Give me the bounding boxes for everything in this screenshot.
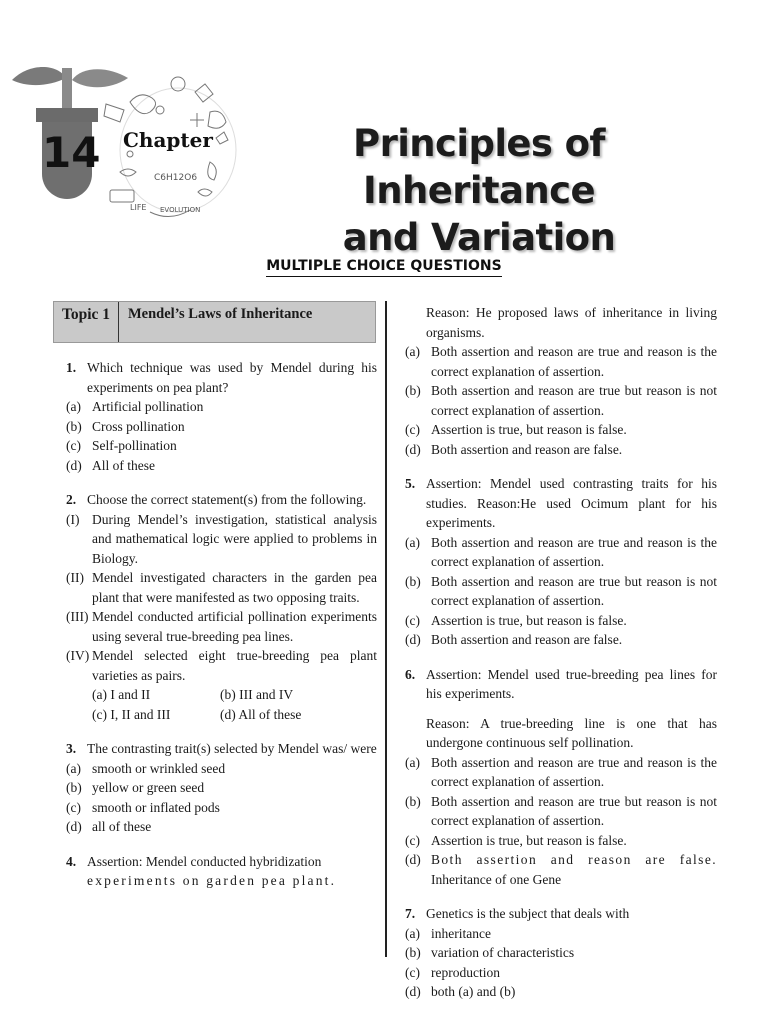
question-text: Choose the correct statement(s) from the following. [87,492,367,507]
svg-text:LIFE: LIFE [130,203,147,212]
option: (b) Both assertion and reason are true but reason is not correct explanation of assertion. [405,793,717,828]
question-5: 5. Assertion: Mendel used contrasting traits for his studies. Reason:He used Ocimum plant for his experiments. (a) Both assertion and reason are true and reason is the correct explanation of assertion. (b) Both assertion and reason are true but reason is not correct explanation of assertion. (c) Assertion is true, but reason is false. (d) Both assertion and reason are false. [405,474,717,650]
topic-label: Topic 1 [61,306,111,323]
option: (b) variation of characteristics [405,945,575,960]
question-text: Which technique was used by Mendel during his experiments on pea plant? [87,360,377,395]
option: (c) Self-pollination [66,438,177,453]
option: (c) smooth or inflated pods [66,799,220,815]
option: (a) smooth or wrinkled seed [66,760,226,776]
question-6: 6. Assertion: Mendel used true-breeding pea lines for his experiments. Reason: A true-breeding line is one that has undergone continuous self pollination. (a) Both assertion and reason are true and reason is the correct explanation of assertion. (b) Both assertion and reason are true but reason is not correct explanation of assertion. (c) Assertion is true, but reason is false. (d) Both assertion and reason are false. Inheritance of one Gene [405,665,717,890]
option: (c) Assertion is true, but reason is false. [405,832,627,848]
leaf-left-icon [12,67,66,85]
option: (a) Both assertion and reason are true and reason is the correct explanation of assertion. [405,754,717,789]
topic-title: Mendel’s Laws of Inheritance [128,306,313,322]
option: (a) inheritance [405,925,491,941]
column-divider [385,301,387,957]
option: (d) both (a) and (b) [405,984,516,999]
question-text: Assertion: Mendel used contrasting traits for his studies. Reason:He used Ocimum plant for his experiments. [426,476,717,530]
option: (c) reproduction [405,964,500,980]
svg-text:C6H12O6: C6H12O6 [154,173,198,183]
option: (d) Both assertion and reason are false. [405,441,623,457]
option: (c) Assertion is true, but reason is false. [405,612,627,628]
statement: (IV) Mendel selected eight true-breeding pea plant varieties as pairs. [66,648,377,683]
option: (d) Both assertion and reason are false. [405,632,623,647]
question-text: Assertion: Mendel conducted hybridization [87,853,322,869]
option: (b) Both assertion and reason are true but reason is not correct explanation of assertion. [405,573,717,608]
topic-separator [118,302,119,342]
option: (d) All of these [66,457,155,473]
leaf-right-icon [72,69,128,87]
svg-text:EVOLUTION: EVOLUTION [160,206,201,214]
chapter-title-line2: and Variation [342,216,616,259]
chapter-title [244,120,714,261]
section-heading: MULTIPLE CHOICE QUESTIONS [0,258,768,274]
question-7: 7. Genetics is the subject that deals with (a) inheritance (b) variation of characteristics (c) reproduction (d) both (a) and (b) [405,904,717,1002]
left-column [66,358,377,891]
option: (c) Assertion is true, but reason is false. [405,422,627,437]
chapter-title-line1: Principles of Inheritance [353,122,605,212]
question-3: 3. The contrasting trait(s) selected by Mendel was/ were (a) smooth or wrinkled seed (b) yellow or green seed (c) smooth or inflated pods (d) all of these [66,739,377,837]
chapter-number: 14 [42,128,101,177]
option: (a) Both assertion and reason are true and reason is the correct explanation of assertion. [405,344,717,379]
question-4-continued [405,303,717,459]
question-1: 1. Which technique was used by Mendel during his experiments on pea plant? (a) Artificial pollination (b) Cross pollination (c) Self-pollination (d) All of these [66,358,377,475]
option: (a) Both assertion and reason are true and reason is the correct explanation of assertion. [405,534,717,569]
statement: (I) During Mendel’s investigation, statistical analysis and mathematical logic were applied to problems in Biology. [66,511,377,566]
option: (d) all of these [66,819,152,834]
question-text: The contrasting trait(s) selected by Mendel was/ were [87,741,377,756]
reason-text: Reason: A true-breeding line is one that has undergone continuous self pollination. [426,715,717,750]
chapter-label: Chapter [123,128,213,152]
question-text: Assertion: Mendel used true-breeding pea lines for his experiments. [426,666,717,701]
reason-text: Reason: He proposed laws of inheritance in living organisms. [426,305,717,340]
option-row: (a) I and II (b) III and IV [92,687,294,702]
option: (b) yellow or green seed [66,780,205,795]
topic-header [53,301,376,343]
right-column [405,303,717,1002]
question-4: 4. Assertion: Mendel conducted hybridization experiments on garden pea plant. [66,853,337,888]
option: (b) Both assertion and reason are true but reason is not correct explanation of assertion. [405,383,717,418]
option: (d) Both assertion and reason are false. Inheritance of one Gene [405,852,717,887]
option: (b) Cross pollination [66,418,185,434]
statement: (III) Mendel conducted artificial pollination experiments using several true-breeding pea lines. [66,609,377,644]
question-text-continued: experiments on garden pea plant. [87,873,337,888]
question-text: Genetics is the subject that deals with [426,906,630,921]
question-2: 2. Choose the correct statement(s) from the following. (I) During Mendel’s investigation, statistical analysis and mathematical logic were applied to problems in Biology. (II) Mendel investigated characters in the garden pea plant that were manifested as two opposing traits. (III) Mendel conducted artificial pollination experiments using several true-breeding pea lines. (IV) Mendel selected eight true-breeding pea plant varieties as pairs. (a) I and II (b) III and IV (c) I, II and III (d) All of these [66,490,377,724]
option-row: (c) I, II and III (d) All of these [92,706,302,722]
statement: (II) Mendel investigated characters in the garden pea plant that were manifested as two opposing traits. [66,570,377,605]
option: (a) Artificial pollination [66,399,204,414]
